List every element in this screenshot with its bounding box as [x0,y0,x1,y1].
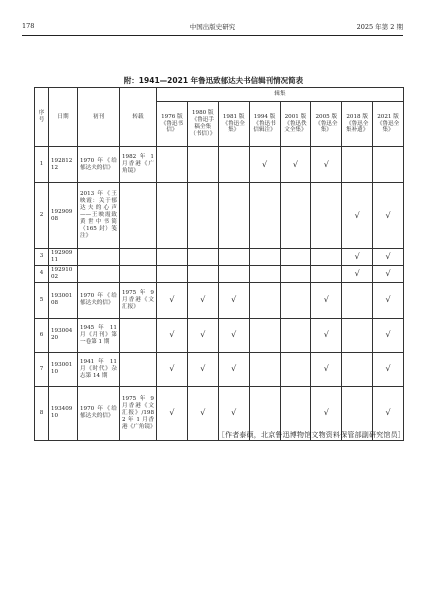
row-seq: 6 [35,318,49,352]
edition-check-cell [280,352,311,386]
edition-check-cell: √ [373,265,404,282]
table-title: 附：1941—2021 年鲁迅致郁达夫书信辑刊情况简表 [123,76,304,85]
row-seq: 1 [35,147,49,183]
edition-check-cell [249,183,280,249]
row-first-pub: 1941 年 11 月《时代》杂志第 14 期 [78,352,120,386]
edition-check-cell [342,282,373,318]
edition-check-cell [187,265,218,282]
edition-check-cell: √ [218,352,249,386]
edition-check-cell [311,249,342,266]
edition-check-cell [280,183,311,249]
edition-check-cell [249,318,280,352]
row-date: 19281212 [49,147,78,183]
letters-table [34,87,404,441]
edition-check-cell [342,147,373,183]
col-header-first-pub: 初刊 [78,88,120,147]
row-first-pub: 1970 年《给郁达夫的信》 [78,282,120,318]
edition-check-cell: √ [342,249,373,266]
edition-check-cell [218,265,249,282]
row-seq: 7 [35,352,49,386]
row-reprint [120,352,157,386]
table-row [35,249,404,266]
edition-check-cell [187,147,218,183]
page-header [22,22,403,34]
row-date: 19300110 [49,352,78,386]
col-header-seq: 序号 [35,88,49,147]
row-reprint [120,183,157,249]
edition-check-cell: √ [311,352,342,386]
edition-check-cell: √ [311,386,342,440]
col-header-edition: 2021 版《鲁迅全集》 [373,102,404,147]
row-date: 19290911 [49,249,78,266]
table-row [35,318,404,352]
row-reprint: 1975 年 9 月香港《文汇报》/1982 年 1 月香港《广角镜》 [120,386,157,440]
edition-check-cell: √ [373,386,404,440]
row-first-pub [78,249,120,266]
edition-check-cell: √ [311,318,342,352]
edition-check-cell: √ [311,282,342,318]
edition-check-cell [218,183,249,249]
journal-title: 中国出版史研究 [189,23,236,31]
edition-check-cell [280,282,311,318]
table-row [35,183,404,249]
row-first-pub: 1945 年 11 月《月刊》第一卷第 1 期 [78,318,120,352]
edition-check-cell: √ [187,352,218,386]
row-date: 19291002 [49,265,78,282]
edition-check-cell: √ [373,249,404,266]
edition-check-cell: √ [218,386,249,440]
row-reprint: 1982 年 1 月香港《广角镜》 [120,147,157,183]
row-seq: 4 [35,265,49,282]
col-header-edition: 1994 版《鲁迅书信辑注》 [249,102,280,147]
edition-check-cell [342,318,373,352]
col-header-reprint: 转载 [120,88,157,147]
edition-check-cell: √ [187,386,218,440]
edition-check-cell [157,249,188,266]
row-first-pub: 2013 年《王映霞：关于郁达夫的心声——王映霞致黄世中书简（165 封）笺注》 [78,183,120,249]
row-date: 19300420 [49,318,78,352]
edition-check-cell [311,183,342,249]
edition-check-cell: √ [280,147,311,183]
edition-check-cell: √ [157,386,188,440]
table-row [35,265,404,282]
edition-check-cell: √ [342,183,373,249]
edition-check-cell [342,352,373,386]
edition-check-cell [249,249,280,266]
edition-check-cell: √ [373,352,404,386]
row-seq: 2 [35,183,49,249]
edition-check-cell: √ [311,147,342,183]
edition-check-cell [249,352,280,386]
edition-check-cell: √ [373,282,404,318]
col-header-edition: 1980 版《鲁迅手稿全集（书信）》 [187,102,218,147]
row-date: 19340910 [49,386,78,440]
row-first-pub: 1970 年《给郁达夫的信》 [78,147,120,183]
edition-check-cell: √ [342,265,373,282]
edition-check-cell: √ [373,318,404,352]
edition-check-cell: √ [373,183,404,249]
row-date: 19290908 [49,183,78,249]
col-header-edition: 1981 版《鲁迅全集》 [218,102,249,147]
row-first-pub [78,265,120,282]
col-header-collected: 辑集 [157,88,404,102]
row-reprint [120,249,157,266]
edition-check-cell [249,265,280,282]
row-first-pub: 1970 年《给郁达夫的信》 [78,386,120,440]
edition-check-cell [157,147,188,183]
header-rule [22,35,403,36]
edition-check-cell [311,265,342,282]
edition-check-cell [249,282,280,318]
row-seq: 5 [35,282,49,318]
edition-check-cell: √ [187,318,218,352]
row-seq: 8 [35,386,49,440]
col-header-edition: 2001 版《鲁迅佚文全集》 [280,102,311,147]
table-row [35,282,404,318]
col-header-edition: 2005 版《鲁迅全集》 [311,102,342,147]
edition-check-cell [373,147,404,183]
edition-check-cell: √ [157,352,188,386]
col-header-edition: 2018 版《鲁迅全集补遗》 [342,102,373,147]
edition-check-cell [157,183,188,249]
edition-check-cell: √ [249,147,280,183]
author-note: ［作者泰硕，北京鲁迅博物馆文物资料保管部副研究馆员］ [217,431,405,439]
edition-check-cell [280,265,311,282]
issue-label: 2025 年第 2 期 [356,23,403,31]
edition-check-cell [218,147,249,183]
row-reprint [120,318,157,352]
col-header-date: 日期 [49,88,78,147]
edition-check-cell [187,183,218,249]
row-seq: 3 [35,249,49,266]
row-date: 19300108 [49,282,78,318]
table-body [35,147,404,441]
edition-check-cell: √ [218,282,249,318]
edition-check-cell [187,249,218,266]
edition-check-cell [280,249,311,266]
edition-check-cell: √ [218,318,249,352]
page-number: 178 [22,22,35,30]
row-reprint: 1975 年 9 月香港《文汇报》 [120,282,157,318]
edition-check-cell: √ [187,282,218,318]
edition-check-cell: √ [157,282,188,318]
table-row [35,352,404,386]
row-reprint [120,265,157,282]
edition-check-cell [280,318,311,352]
table-row [35,147,404,183]
edition-check-cell [157,265,188,282]
edition-check-cell [218,249,249,266]
edition-check-cell: √ [157,318,188,352]
col-header-edition: 1976 版《鲁迅书信》 [157,102,188,147]
